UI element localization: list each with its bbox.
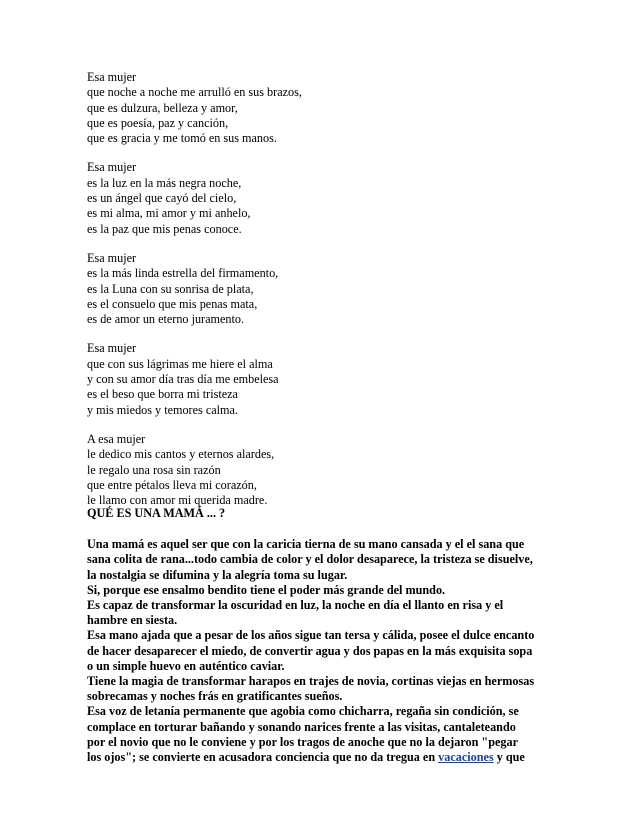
prose-section (87, 506, 567, 765)
poem-line: le llamo con amor mi querida madre. (87, 493, 268, 508)
paragraph-line: Es capaz de transformar la oscuridad en luz, la noche en día el llanto en risa y el (87, 598, 504, 613)
poem-line: que entre pétalos lleva mi corazón, (87, 477, 257, 492)
poem-line: es la Luna con su sonrisa de plata, (87, 281, 254, 296)
paragraph-line: hambre en siesta. (87, 613, 178, 628)
section-heading: QUÉ ES UNA MAMÁ ... ? (87, 506, 226, 520)
paragraph-line-last (87, 750, 567, 765)
poem-stanza (87, 251, 567, 327)
poem-line: que con sus lágrimas me hiere el alma (87, 356, 273, 371)
paragraph-line: por el novio que no le conviene y por los tragos de anoche que no la dejaron "pegar (87, 734, 518, 749)
poem-line: y con su amor día tras día me embelesa (87, 372, 279, 387)
paragraph-line: complace en torturar bañando y sonando narices frente a las visitas, cantaleteando (87, 719, 516, 734)
paragraph-line: sobrecamas y noches frás en gratificantes sueños. (87, 689, 343, 704)
paragraph-text: los ojos"; se convierte en acusadora conciencia que no da tregua en (87, 750, 439, 765)
poem-line: es de amor un eterno juramento. (87, 312, 245, 327)
paragraph-line: Esa mano ajada que a pesar de los años sigue tan tersa y cálida, posee el dulce encanto (87, 628, 535, 643)
poem-stanza (87, 341, 567, 417)
poem-line: le dedico mis cantos y eternos alardes, (87, 447, 275, 462)
paragraph-line: Tiene la magia de transformar harapos en trajes de novia, cortinas viejas en hermosas (87, 674, 535, 689)
paragraph-line: o un simple huevo en auténtico caviar. (87, 658, 285, 673)
poem-line: Esa mujer (87, 250, 137, 265)
poem-line: que es gracia y me tomó en sus manos. (87, 131, 277, 146)
poem-line: Esa mujer (87, 70, 137, 84)
poem-line: es un ángel que cayó del cielo, (87, 191, 237, 206)
poem-line: es el beso que borra mi tristeza (87, 387, 238, 402)
paragraph-line: Esa voz de letanía permanente que agobia como chicharra, regaña sin condición, se (87, 704, 519, 719)
poem-line: es la paz que mis penas conoce. (87, 221, 242, 236)
paragraph-line: Si, porque ese ensalmo bendito tiene el poder más grande del mundo. (87, 582, 446, 597)
poem-line: le regalo una rosa sin razón (87, 462, 221, 477)
poem-line: es la más linda estrella del firmamento, (87, 266, 279, 281)
poem-stanza (87, 70, 567, 146)
poem-line: que es dulzura, belleza y amor, (87, 100, 238, 115)
poem (87, 70, 567, 522)
poem-line: que noche a noche me arrulló en sus brazos, (87, 85, 302, 100)
vacaciones-link[interactable]: vacaciones (438, 750, 494, 765)
poem-line: A esa mujer (87, 431, 146, 446)
poem-stanza (87, 160, 567, 236)
paragraph-line: de hacer desaparecer el miedo, de convertir agua y dos papas en la más exquisita sopa (87, 643, 533, 658)
poem-line: es la luz en la más negra noche, (87, 175, 242, 190)
poem-line: Esa mujer (87, 160, 137, 175)
poem-line: y mis miedos y temores calma. (87, 402, 238, 417)
poem-line: que es poesía, paz y canción, (87, 115, 229, 130)
poem-line: es mi alma, mi amor y mi anhelo, (87, 206, 251, 221)
paragraph-line: sana colita de rana...todo cambia de color y el dolor desaparece, la tristeza se disuelve, (87, 552, 533, 567)
poem-stanza (87, 432, 567, 508)
paragraph-line: Una mamá es aquel ser que con la caricia tierna de su mano cansada y el el sana que (87, 537, 525, 552)
paragraph-line: la nostalgia se difumina y la alegría toma su lugar. (87, 567, 348, 582)
paragraph-text: y que (493, 750, 525, 765)
poem-line: Esa mujer (87, 341, 137, 356)
poem-line: es el consuelo que mis penas mata, (87, 296, 258, 311)
